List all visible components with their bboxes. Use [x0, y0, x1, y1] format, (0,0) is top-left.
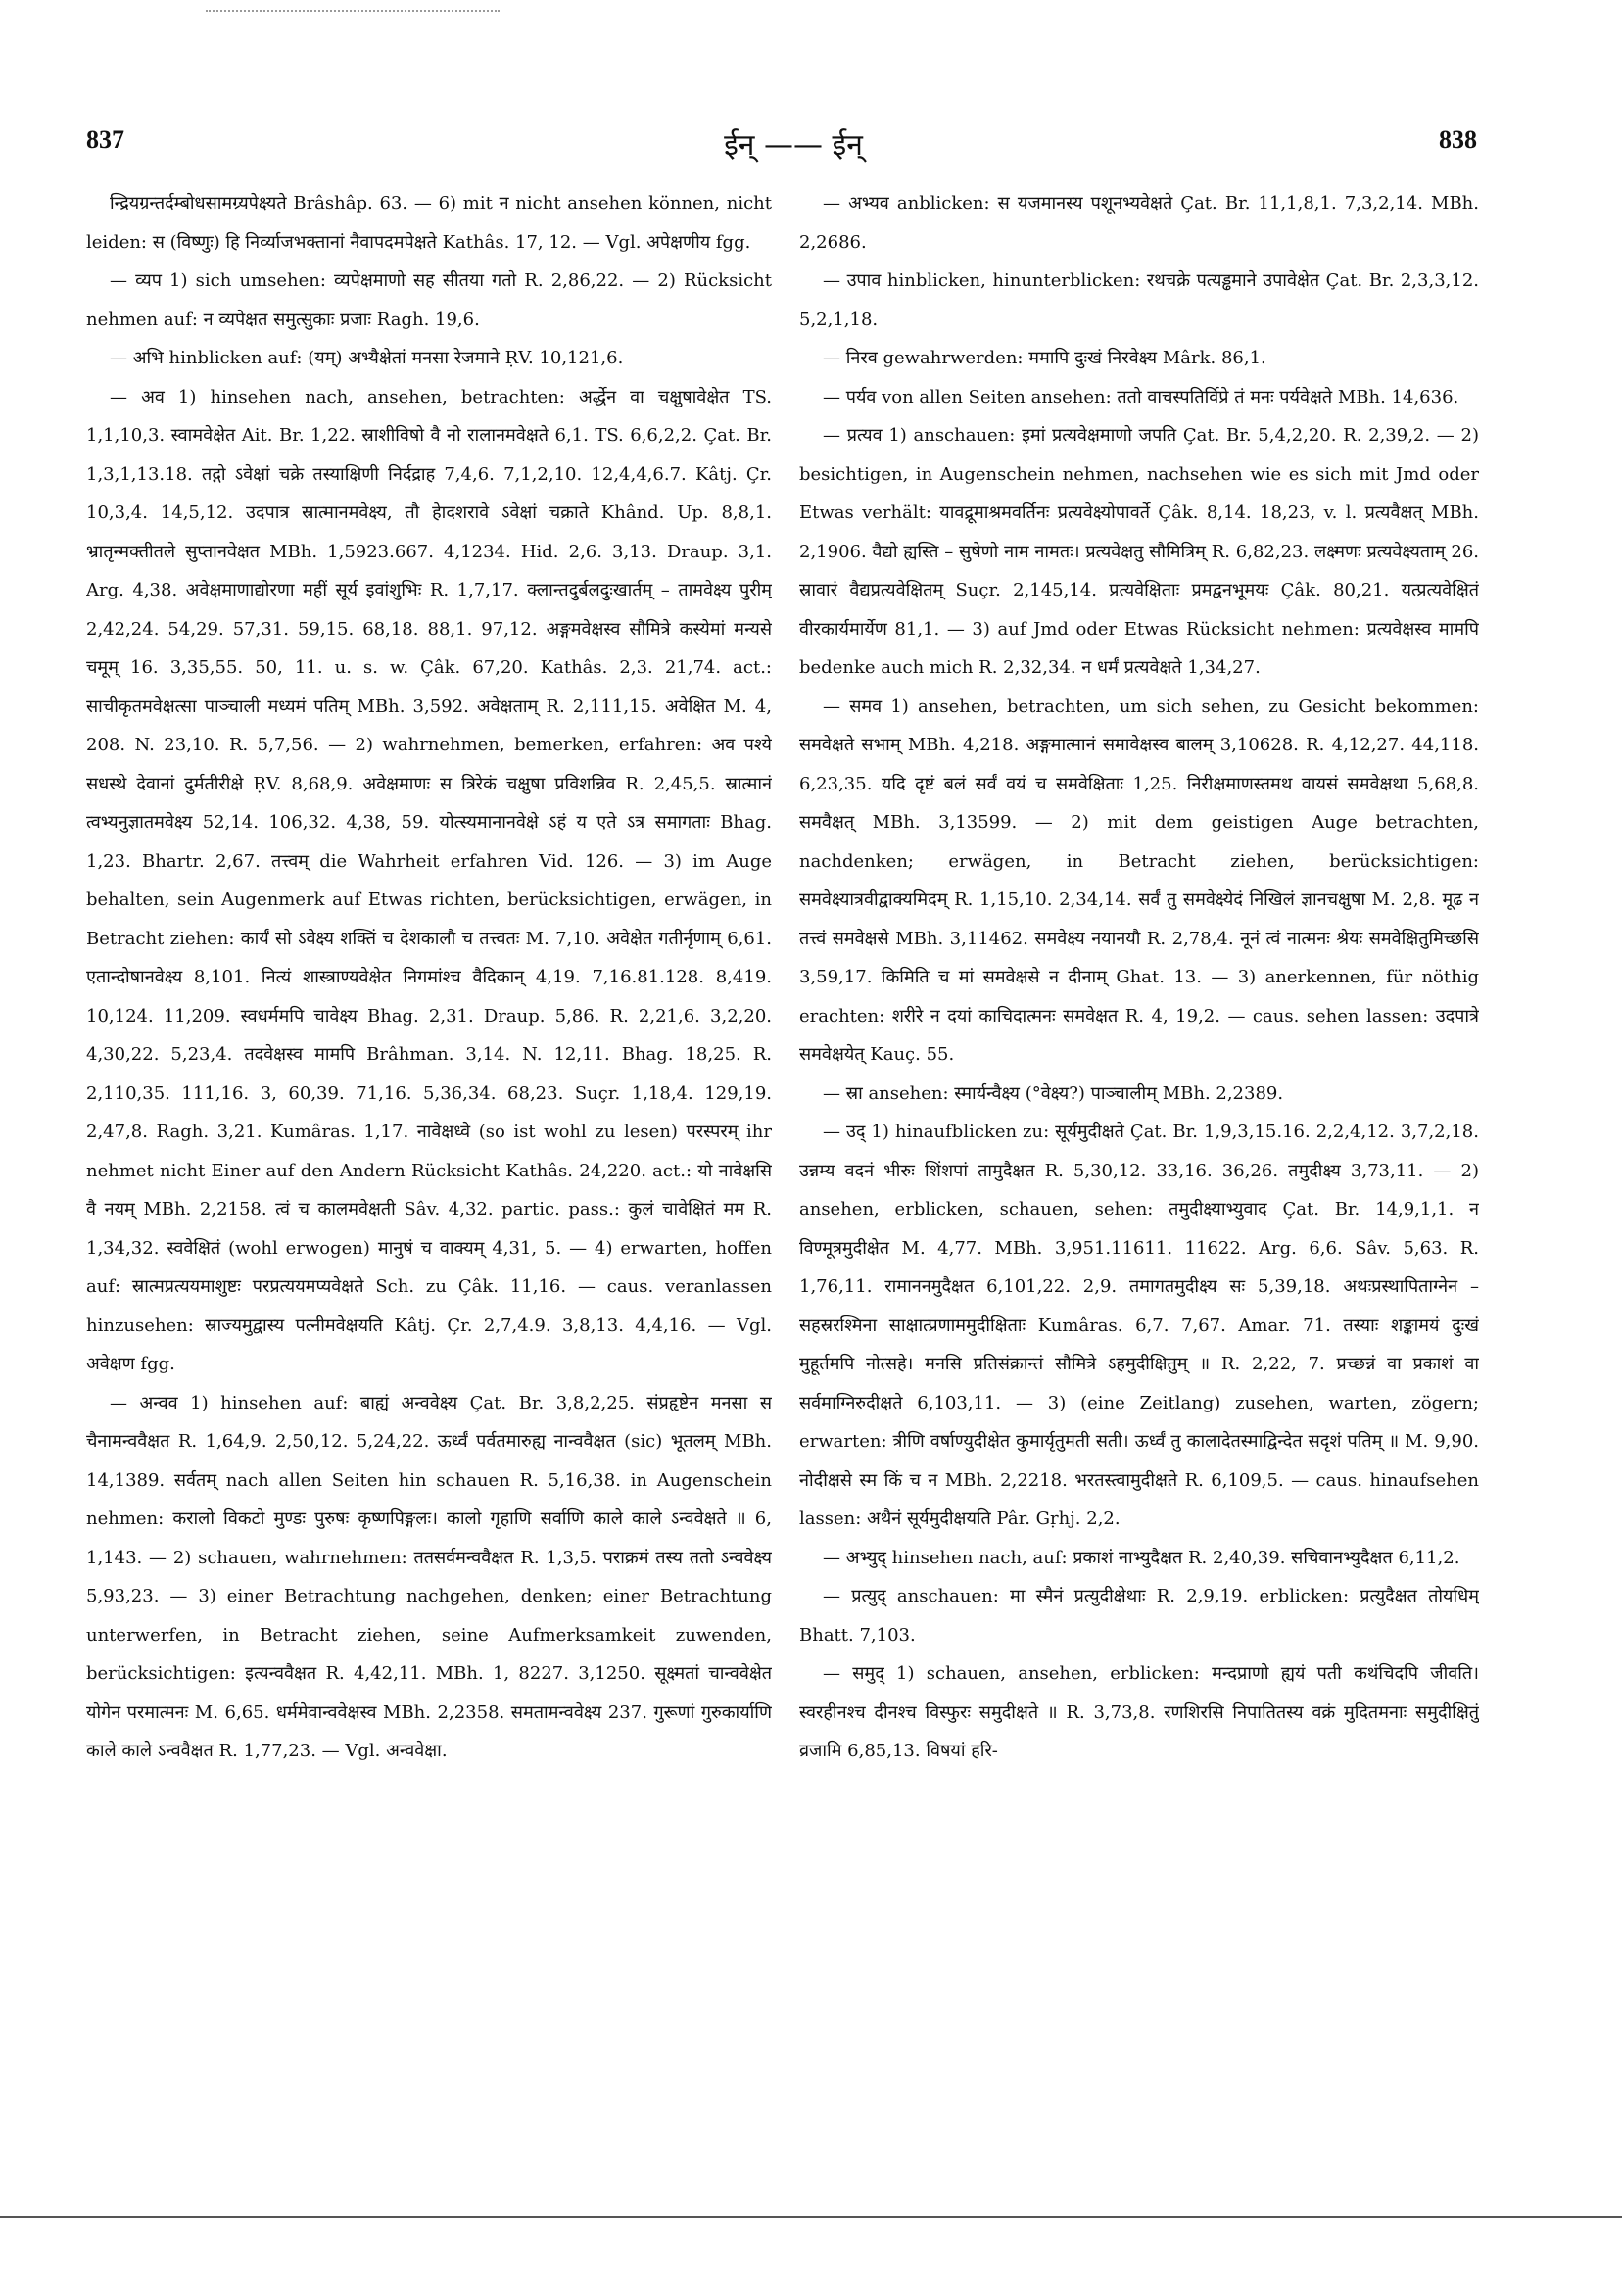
scan-noise — [206, 10, 500, 16]
entry-paragraph: — स्रा ansehen: स्मार्यन्वैक्ष्य (°वेक्ष्य?) पाञ्चालीम् MBh. 2,2389. — [823, 1082, 1284, 1104]
entry-paragraph: — अव 1) hinsehen nach, ansehen, betrachten: अर्द्धेन वा चक्षुषावेक्षेत TS. 1,1,10,3. स्वामवेक्षेत Ait. Br. 1,22. स्राशीविषो वै नो रालानमवेक्षते 6,1. TS. 6,6,2,2. Çat. Br. 1,3,1,13.18. तद्गो ऽवेक्षां चक्रे तस्याक्षिणी निर्दद्राह 7,4,6. 7,1,2,10. 12,4,4,6.7. Kâtj. Çr. 10,3,4. 14,5,12. उदपात्र स्रात्मानमवेक्ष्य, तौ हेादशरावे ऽवेक्षां चक्राते Khând. Up. 8,8,1. भ्रातृन्मक्तीतले सुप्तानवेक्षत MBh. 1,5923.667. 4,1234. Hid. 2,6. 3,13. Draup. 3,1. Arg. 4,38. अवेक्षमाणाद्योरणा महीं सूर्य इवांशुभिः R. 1,7,17. क्लान्तदुर्बलदुःखार्तम् – तामवेक्ष्य पुरीम् 2,42,24. 54,29. 57,31. 59,15. 68,18. 88,1. 97,12. अङ्गमवेक्षस्व सौमित्रे कस्येमां मन्यसे चमूम् 16. 3,35,55. 50, 11. u. s. w. Çâk. 67,20. Kathâs. 2,3. 21,74. act.: साचीकृतमवेक्षत्सा पाञ्चाली मध्यमं पतिम् MBh. 3,592. अवेक्षताम् R. 2,111,15. अवेक्षित M. 4, 208. N. 23,10. R. 5,7,56. — 2) wahrnehmen, bemerken, erfahren: अव पश्ये सधस्थे देवानां दुर्मतीरीक्षे ṚV. 8,68,9. अवेक्षमाणः स त्रिरेकं चक्षुषा प्रविशन्निव R. 2,45,5. स्रात्मानं त्वभ्यनुज्ञातमवेक्ष्य 52,14. 106,32. 4,38, 59. योत्स्यमानानवेक्षे ऽहं य एते ऽत्र समागताः Bhag. 1,23. Bhartr. 2,67. तत्त्वम् die Wahrheit erfahren Vid. 126. — 3) im Auge behalten, sein Augenmerk auf Etwas richten, berücksichtigen, erwägen, in Betracht ziehen: कार्यं सो ऽवेक्ष्य शक्तिं च देशकालौ च तत्त्वतः M. 7,10. अवेक्षेत गतीर्नृणाम् 6,61. एतान्दोषानवेक्ष्य 8,101. नित्यं शास्त्राण्यवेक्षेत निगमांश्च वैदिकान् 4,19. 7,16.81.128. 8,419. 10,124. 11,209. स्वधर्ममपि चावेक्ष्य Bhag. 2,31. Draup. 5,86. R. 2,21,6. 3,2,20. 4,30,22. 5,23,4. तदवेक्षस्व मामपि Brâhman. 3,14. N. 12,11. Bhag. 18,25. R. 2,110,35. 111,16. 3, 60,39. 71,16. 5,36,34. 68,23. Suçr. 1,18,4. 129,19. 2,47,8. Ragh. 3,21. Kumâras. 1,17. नावेक्षध्वे (so ist wohl zu lesen) परस्परम् ihr nehmet nicht Einer auf den Andern Rücksicht Kathâs. 24,220. act.: यो नावेक्षसि वै नयम् MBh. 2,2158. त्वं च कालमवेक्षती Sâv. 4,32. partic. pass.: कुलं चावेक्षितं मम R. 1,34,32. स्ववेक्षितं (wohl erwogen) मानुषं च वाक्यम् 4,31, 5. — 4) erwarten, hoffen auf: स्रात्मप्रत्ययमाशुष्टः परप्रत्ययमप्यवेक्षते Sch. zu Çâk. 11,16. — caus. veranlassen hinzusehen: स्राज्यमुद्वास्य पत्नीमवेक्षयति Kâtj. Çr. 2,7,4.9. 3,8,13. 4,4,16. — Vgl. अवेक्षण fgg. — [86, 386, 772, 1374]
bottom-rule — [0, 2216, 1622, 2218]
running-head: ईन् —— ईन् — [724, 128, 863, 163]
entry-paragraph: — उद् 1) hinaufblicken zu: सूर्यमुदीक्षते Çat. Br. 1,9,3,15.16. 2,2,4,12. 3,7,2,18. उन्नम्य वदनं भीरुः शिंशपां तामुदैक्षत R. 5,30,12. 33,16. 36,26. तमुदीक्ष्य 3,73,11. — 2) ansehen, erblicken, schauen, sehen: तमुदीक्ष्याभ्युवाद Çat. Br. 14,9,1,1. न विण्मूत्रमुदीक्षेत M. 4,77. MBh. 3,951.11611. 11622. Arg. 6,6. Sâv. 5,63. R. 1,76,11. रामाननमुदैक्षत 6,101,22. 2,9. तमागतमुदीक्ष्य सः 5,39,18. अथःप्रस्थापिताग्नेन – सहस्ररश्मिना साक्षात्प्रणाममुदीक्षिताः Kumâras. 6,7. 7,67. Amar. 71. तस्याः शङ्कामयं दुःखं मुहूर्तमपि नोत्सहे। मनसि प्रतिसंक्रान्तं सौमित्रे ऽहमुदीक्षितुम् ॥ R. 2,22, 7. प्रच्छन्नं वा प्रकाशं वा सर्वमाग्निरुदीक्षते 6,103,11. — 3) (eine Zeitlang) zusehen, warten, zögern; erwarten: त्रीणि वर्षाण्युदीक्षेत कुमार्यृतुमती सती। ऊर्ध्वं तु कालादेतस्माद्विन्देत सदृशं पतिम् ॥ M. 9,90. नोदीक्षसे स्म किं च न MBh. 2,2218. भरतस्त्वामुदीक्षते R. 6,109,5. — caus. hinaufsehen lassen: अथैनं सूर्यमुदीक्षयति Pâr. Gṛhj. 2,2. — [799, 1122, 1479, 1529]
entry-paragraph: — अभि hinblicken auf: (यम्) अभ्यैक्षेतां मनसा रेजमाने ṚV. 10,121,6. — [110, 348, 624, 368]
left-column — [86, 184, 772, 2182]
left-page-number: 837 — [86, 125, 124, 154]
right-page-number: 838 — [1439, 125, 1477, 154]
entry-paragraph: — समव 1) ansehen, betrachten, um sich sehen, zu Gesicht bekommen: समवेक्षते सभाम् MBh. 4,218. अङ्गमात्मानं समावेक्षस्व बालम् 3,10628. R. 4,12,27. 44,118. 6,23,35. यदि दृष्टं बलं सर्वं वयं च समवेक्षिताः 1,25. निरीक्षमाणस्तमथ वायसं समवेक्षथा 5,68,8. समवैक्षत् MBh. 3,13599. — 2) mit dem geistigen Auge betrachten, nachdenken; erwägen, in Betracht ziehen, berücksichtigen: समवेक्ष्यात्रवीद्वाक्यमिदम् R. 1,15,10. 2,34,14. सर्वं तु समवेक्ष्येदं निखिलं ज्ञानचक्षुषा M. 2,8. मूढ न तत्त्वं समवेक्षसे MBh. 3,11462. समवेक्ष्य नयानयौ R. 2,78,4. नूनं त्वं नात्मनः श्रेयः समवेक्षितुमिच्छसि 3,59,17. किमिति च मां समवेक्षसे न दीनाम् Ghat. 13. — 3) anerkennen, für nöthig erachten: शरीरे न दयां काचिदात्मनः समवेक्षत R. 4, 19,2. — caus. sehen lassen: उदपात्रे समवेक्षयेत् Kauç. 55. — [799, 695, 1479, 1065]
entry-paragraph: — व्यप 1) sich umsehen: व्यपेक्षमाणो सह सीतया गतो R. 2,86,22. — 2) Rücksicht nehmen auf: न व्यपेक्षत समुत्सुकाः प्रजाः Ragh. 19,6. — [86, 270, 772, 330]
entry-paragraph: — प्रत्युद् anschauen: मा स्मैनं प्रत्युदीक्षेथाः R. 2,9,19. erblicken: प्रत्युदैक्षत तोयधिम् Bhatt. 7,103. — [799, 1586, 1479, 1646]
entry-paragraph: — समुद् 1) schauen, ansehen, erblicken: मन्दप्राणो ह्ययं पती कथंचिदपि जीवति। स्वरहीनश्च दीनश्च विस्फुरः समुदीक्षते ॥ R. 3,73,8. रणशिरसि निपातितस्य वक्रं मुदितमनाः समुदीक्षितुं व्रजामि 6,85,13. विषयां हरि- — [799, 1663, 1479, 1761]
entry-paragraph: न्द्रियग्रन्तर्दम्बोधसामग्र्यपेक्ष्यते Brâshâp. 63. — 6) mit न nicht ansehen können, nicht leiden: स (विष्णुः) हि निर्व्याजभक्तानां नैवापदमपेक्षते Kathâs. 17, 12. — Vgl. अपेक्षणीय fgg. — [86, 193, 772, 253]
right-column — [799, 184, 1479, 2182]
entry-paragraph: — निरव gewahrwerden: ममापि दुःखं निरवेक्ष्य Mârk. 86,1. — [823, 348, 1266, 368]
entry-paragraph: — प्रत्यव 1) anschauen: इमां प्रत्यवेक्षमाणो जपति Çat. Br. 5,4,2,20. R. 2,39,2. — 2) besichtigen, in Augenschein nehmen, nachsehen wie es sich mit Jmd oder Etwas verhält: यावद्रूमाश्रमवर्तिनः प्रत्यवेक्ष्योपावर्ते Çâk. 8,14. 18,23, v. l. प्रत्यवैक्षत् MBh. 2,1906. वैद्यो ह्यस्ति – सुषेणो नाम नामतः। प्रत्यवेक्षतु सौमित्रिम् R. 6,82,23. लक्ष्मणः प्रत्यवेक्ष्यताम् 26. स्रावारं वैद्यप्रत्यवेक्षितम् Suçr. 2,145,14. प्रत्यवेक्षिताः प्रमद्वनभूमयः Çâk. 80,21. यत्प्रत्यवेक्षितं वीरकार्यमार्येण 81,1. — 3) auf Jmd oder Etwas Rücksicht nehmen: प्रत्यवेक्षस्व मामपि bedenke auch mich R. 2,32,34. न धर्मं प्रत्यवेक्षते 1,34,27. — [799, 425, 1479, 678]
entry-paragraph: — अभ्यव anblicken: स यजमानस्य पशूनभ्यवेक्षते Çat. Br. 11,1,8,1. 7,3,2,14. MBh. 2,2686. — [799, 193, 1479, 253]
entry-paragraph: — पर्यव von allen Seiten ansehen: ततो वाचस्पतिर्विप्रे तं मनः पर्यवेक्षते MBh. 14,636. — [823, 386, 1459, 407]
entry-paragraph: — उपाव hinblicken, hinunterblicken: रथचक्रे पत्यड्ढमाने उपावेक्षेत Çat. Br. 2,3,3,12. 5,2,1,18. — [799, 270, 1479, 330]
entry-paragraph: — अन्वव 1) hinsehen auf: बाह्यं अन्ववेक्ष्य Çat. Br. 3,8,2,25. संप्रहृष्टेन मनसा स चैनामन्ववैक्षत R. 1,64,9. 2,50,12. 5,24,22. ऊर्ध्वं पर्वतमारुह्य नान्ववैक्षत (sic) भूतलम् MBh. 14,1389. सर्वतम् nach allen Seiten hin schauen R. 5,16,38. in Augenschein nehmen: करालो विकटो मुण्डः पुरुषः कृष्णपिङ्गलः। कालो गृहाणि सर्वाणि काले काले ऽन्ववेक्षते ॥ 6, 1,143. — 2) schauen, wahrnehmen: ततसर्वमन्ववैक्षत R. 1,3,5. पराक्रमं तस्य ततो ऽन्ववेक्ष्य 5,93,23. — 3) einer Betrachtung nachgehen, denken; einer Betrachtung unterwerfen, in Betracht ziehen, seine Aufmerksamkeit zuwenden, berücksichtigen: इत्यन्ववैक्षत R. 4,42,11. MBh. 1, 8227. 3,1250. सूक्ष्मतां चान्ववेक्षेत योगेन परमात्मनः M. 6,65. धर्ममेवान्ववेक्षस्व MBh. 2,2358. समतामन्ववेक्ष्य 237. गुरूणां गुरुकार्याणि काले काले ऽन्ववैक्षत R. 1,77,23. — Vgl. अन्ववेक्षा. — [86, 1392, 772, 1761]
entry-paragraph: — अभ्युद् hinsehen nach, auf: प्रकाशं नाभ्युदैक्षत R. 2,40,39. सचिवानभ्युदैक्षत 6,11,2. — [823, 1547, 1460, 1568]
